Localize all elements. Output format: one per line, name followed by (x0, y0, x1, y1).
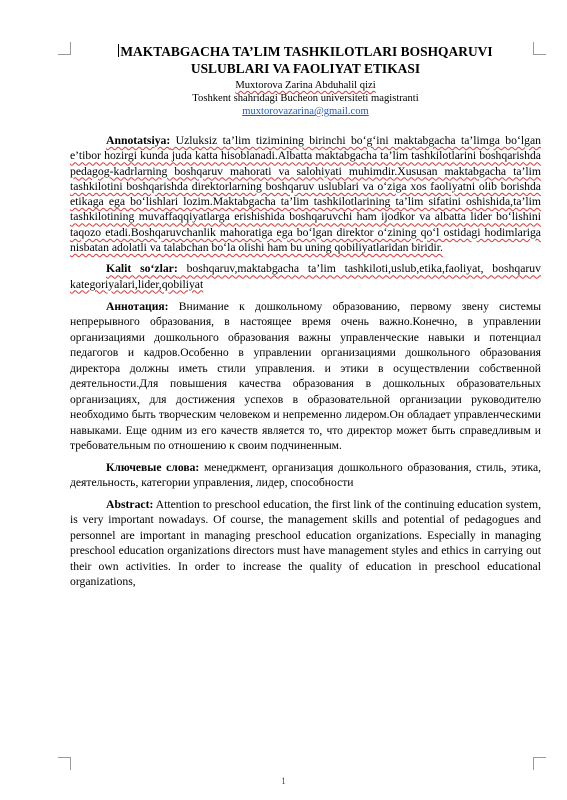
keywords-uz-label: Kalit so‘zlar: (106, 262, 178, 276)
annotation-ru-text: Внимание к дошкольному образованию, первому звену системы непрерывного образования, в настоящее время очень важно.Конечно, в управлении организациями дошкольного образования важны управленческие навыки и потенциал педагогов и кадров.Особенно в управлении организациями дошкольного образования директора должны иметь стили управления. и этики в осуществлении собственной деятельности.Для повышения качества образования в дошкольных образовательных организациях, для достижения успехов в образовательной организации руководителю необходимо быть творческим человеком и непременно лидером.Он обладает управленческими навыками. Еще одним из его качеств является то, что директор может быть справедливым и требовательным по отношению к своим подчиненным. (70, 299, 541, 453)
title-line-1: MAKTABGACHA TA’LIM TASHKILOTLARI BOSHQARUVI (120, 44, 493, 59)
keywords-uz-text: boshqaruv,maktabgacha ta’lim tashkiloti,uslub,etika,faoliyat, boshqaruv kategoriyalari,lider,qobiliyat (70, 262, 541, 291)
abstract-en-label: Abstract: (106, 497, 154, 511)
annotation-ru (70, 299, 541, 454)
page-number: 1 (281, 776, 286, 786)
email-link[interactable]: muxtorovazarina@gmail.com (242, 106, 369, 117)
annotation-ru-label: Аннотация: (106, 299, 169, 313)
annotation-uz-text: Uzluksiz ta’lim tizimining birinchi bo‘g‘ini maktabgacha ta’limga bo‘lgan e’tibor hozirgi kunda juda katta hisoblanadi.Albatta maktabgacha ta’lim tashkilotlarini boshqarishda pedagog-kadrlarning boshqaruv mahorati va salohiyati muhimdir.Xususan maktabgacha ta’lim tashkilotini boshqarishda direktorlarning boshqaruv uslublari va o‘ziga xos faoliyatni olib borishda etikaga ega bo‘lishlari lozim.Maktabgacha ta’lim tashkilotlarining ta’lim sifatini oshishida,ta’lim tashkilotining muvaffaqqiyatlarga erishishida boshqaruvchi ham ijodkor va albatta lider bo‘lishini taqozo etadi.Boshqaruvchanlik mahoratiga ega bo‘lgan direktor o‘zining qo‘l ostidagi hodimlariga nisbatan adolatli va talabchan bo‘la olishi ham bu uning qobiliyatlaridan biridir. (70, 134, 541, 255)
document-page[interactable] (70, 43, 541, 590)
keywords-ru-label: Ключевые слова: (106, 460, 200, 474)
annotation-uz-label: Annotatsiya: (106, 134, 171, 147)
title-line-2: USLUBLARI VA FAOLIYAT ETIKASI (190, 61, 421, 76)
author-affiliation: Toshkent shahridagi Bucheon universiteti magistranti (192, 93, 419, 104)
author-name: Muxtorova Zarina Abduhalil qizi (235, 80, 376, 91)
keywords-uz (70, 261, 541, 292)
crop-mark-bottom-left (58, 757, 71, 770)
abstract-en-text: Attention to preschool education, the first link of the continuing education system, is very important nowadays. Of course, the management skills and potential of pedagogues and personnel are important in managing preschool education organizations. Especially in managing preschool education organizations directors must have management styles and ethics in carrying out their own activities. In order to increase the quality of education in preschool educational organizations, (70, 497, 541, 589)
abstract-en (70, 497, 541, 590)
document-title (70, 43, 541, 77)
author-email (70, 105, 541, 118)
annotation-uz (70, 133, 541, 255)
crop-mark-bottom-right (533, 757, 546, 770)
keywords-ru-text: менеджмент, организация дошкольного образования, стиль, этика, деятельность, категории управления, лидер, способности (70, 460, 541, 490)
keywords-ru (70, 460, 541, 491)
